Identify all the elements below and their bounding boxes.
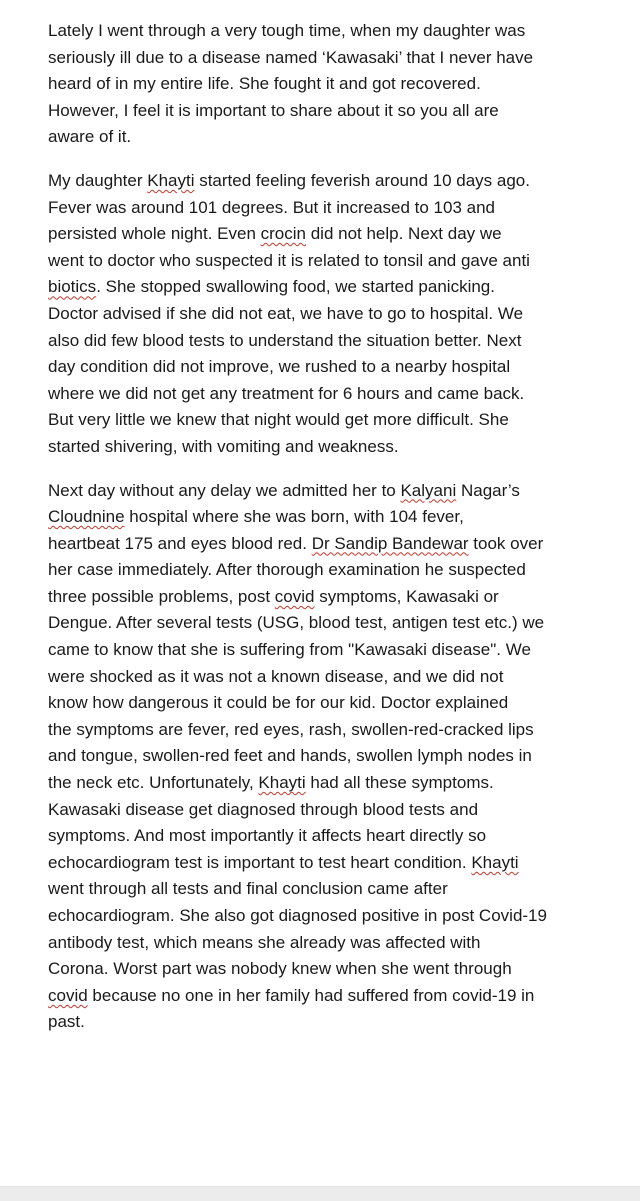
text-run: three possible problems, post [48, 586, 275, 606]
text-run: aware of it. [48, 127, 132, 147]
text-line [48, 381, 608, 408]
text-line [48, 98, 608, 125]
text-run: Kawasaki disease get diagnosed through blood tests and [48, 799, 479, 819]
text-run: took over [468, 533, 544, 553]
text-line [48, 248, 608, 275]
text-run: past. [48, 1012, 85, 1032]
text-line [48, 557, 608, 584]
bottom-toolbar [0, 1186, 640, 1201]
spellcheck-flagged-word: biotics [48, 277, 97, 297]
paragraph [48, 168, 608, 461]
text-line [48, 797, 608, 824]
text-line [48, 195, 608, 222]
text-run: symptoms, Kawasaki or [314, 586, 499, 606]
text-run: Dengue. After several tests (USG, blood test, antigen test etc.) we [48, 613, 545, 633]
text-line [48, 637, 608, 664]
text-line [48, 956, 608, 983]
text-run: Next day without any delay we admitted her to [48, 480, 401, 500]
text-line [48, 584, 608, 611]
paragraph [48, 478, 608, 1036]
text-run: . She stopped swallowing food, we started panicking. [96, 277, 495, 297]
text-line [48, 328, 608, 355]
text-run: her case immediately. After thorough examination he suspected [48, 560, 526, 580]
text-line [48, 876, 608, 903]
text-run: Corona. Worst part was nobody knew when she went through [48, 959, 512, 979]
text-run: Nagar’s [456, 480, 520, 500]
text-line [48, 434, 608, 461]
text-line [48, 168, 608, 195]
text-run: had all these symptoms. [305, 773, 494, 793]
text-run: symptoms. And most importantly it affects heart directly so [48, 826, 487, 846]
text-run: came to know that she is suffering from "Kawasaki disease". We [48, 640, 531, 660]
text-run: heartbeat 175 and eyes blood red. [48, 533, 312, 553]
spellcheck-flagged-word: crocin [260, 224, 306, 244]
text-line [48, 930, 608, 957]
text-run: were shocked as it was not a known disease, and we did not [48, 666, 504, 686]
text-line [48, 407, 608, 434]
text-line [48, 717, 608, 744]
text-run: know how dangerous it could be for our kid. Doctor explained [48, 693, 509, 713]
spellcheck-flagged-word: Khayti [147, 170, 195, 190]
text-line [48, 124, 608, 151]
text-run: echocardiogram test is important to test heart condition. [48, 852, 472, 872]
text-run: My daughter [48, 170, 148, 190]
text-run: seriously ill due to a disease named ‘Kawasaki’ that I never have [48, 47, 534, 67]
text-run: where we did not get any treatment for 6 hours and came back. [48, 383, 525, 403]
text-run: because no one in her family had suffered from covid-19 in [87, 985, 535, 1005]
document-body [48, 18, 608, 1053]
text-line [48, 610, 608, 637]
text-line [48, 45, 608, 72]
text-run: also did few blood tests to understand the situation better. Next [48, 330, 522, 350]
text-run: Lately I went through a very tough time, when my daughter was [48, 21, 526, 40]
text-run: antibody test, which means she already was affected with [48, 932, 481, 952]
text-run: and tongue, swollen-red feet and hands, swollen lymph nodes in [48, 746, 532, 766]
text-line [48, 18, 608, 45]
text-run: hospital where she was born, with 104 fever, [124, 507, 464, 527]
spellcheck-flagged-word: Cloudnine [48, 507, 125, 527]
text-run: heard of in my entire life. She fought it and got recovered. [48, 74, 481, 94]
text-run: started feeling feverish around 10 days ago. [194, 170, 530, 190]
text-line [48, 71, 608, 98]
text-line [48, 1009, 608, 1036]
text-line [48, 531, 608, 558]
text-line [48, 504, 608, 531]
text-line [48, 664, 608, 691]
text-line [48, 743, 608, 770]
spellcheck-flagged-word: Khayti [471, 852, 519, 872]
text-run: went through all tests and final conclusion came after [48, 879, 448, 899]
text-line [48, 770, 608, 797]
spellcheck-flagged-word: Dr Sandip Bandewar [311, 533, 469, 553]
text-line [48, 690, 608, 717]
text-run: went to doctor who suspected it is related to tonsil and gave anti [48, 250, 530, 270]
text-line [48, 478, 608, 505]
text-line [48, 274, 608, 301]
text-line [48, 301, 608, 328]
text-run: started shivering, with vomiting and weakness. [48, 436, 399, 456]
text-line [48, 823, 608, 850]
text-run: But very little we knew that night would get more difficult. She [48, 410, 509, 430]
spellcheck-flagged-word: Khayti [258, 773, 306, 793]
text-run: Doctor advised if she did not eat, we have to go to hospital. We [48, 303, 524, 323]
spellcheck-flagged-word: Kalyani [400, 480, 457, 500]
text-run: did not help. Next day we [305, 224, 502, 244]
paragraph [48, 18, 608, 151]
spellcheck-flagged-word: covid [274, 586, 315, 606]
text-run: persisted whole night. Even [48, 224, 261, 244]
text-run: the symptoms are fever, red eyes, rash, swollen-red-cracked lips [48, 719, 534, 739]
text-run: However, I feel it is important to share about it so you all are [48, 100, 499, 120]
text-line [48, 903, 608, 930]
spellcheck-flagged-word: covid [48, 985, 88, 1005]
text-line [48, 850, 608, 877]
text-line [48, 221, 608, 248]
text-run: the neck etc. Unfortunately, [48, 773, 259, 793]
text-run: Fever was around 101 degrees. But it increased to 103 and [48, 197, 496, 217]
text-run: day condition did not improve, we rushed to a nearby hospital [48, 357, 511, 377]
text-line [48, 354, 608, 381]
text-run: echocardiogram. She also got diagnosed positive in post Covid-19 [48, 906, 547, 925]
text-line [48, 983, 608, 1010]
